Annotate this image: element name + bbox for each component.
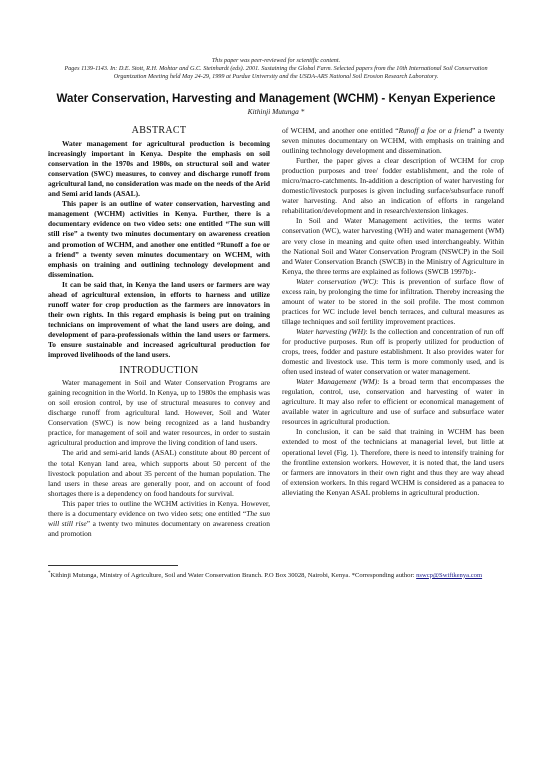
abstract-heading: ABSTRACT (131, 125, 187, 136)
footnote-rule (48, 565, 178, 566)
right-p0-text-a: of WCHM, and another one entitled “ (282, 126, 399, 135)
def-wc-text: : This is prevention of surface flow of excess rain, by prolonging the time for infiltration. Thereby increasing the amount of water to be stored in the soil profile. The most common practices for WC include level bench terraces, and cultural measures as tillage techniques and soil fertility improvement practices. (282, 276, 504, 326)
abstract-paragraph-2: This paper is an outline of water conservation, harvesting and management (WCHM) activities in Kenya. Further, there is a documentary evidence on two video sets: one entitled “The sun will still rise” a twenty two minutes documentary on awareness creation and promotion of WCHM, and another one entitled “Runoff a foe or a friend” a twenty seven minutes documentary on WCHM, with emphasis on training and outlining technology development and dissemination. (48, 199, 270, 279)
video-title-sun: The sun will still rise (48, 508, 270, 528)
author-email-link[interactable]: nswcp@Swiftkenya.com (416, 572, 483, 580)
intro-paragraph-3 (48, 499, 270, 539)
intro-p3-text-a: This paper tries to outline the WCHM activities in Kenya. However, there is a documentary evidence on two video sets; one entitled “ (48, 498, 270, 518)
peer-review-line: This paper was peer-reviewed for scientific content. (211, 57, 341, 64)
left-column (48, 126, 270, 539)
def-wm-text: : Is a broad term that encompasses the regulation, control, use, conservation and harvesting of water in agriculture. It may also refer to efficient or economical management of available water in agriculture and use of surface and subsurface water resources in agricultural production. (282, 377, 504, 427)
introduction-heading: INTRODUCTION (119, 365, 199, 377)
intro-paragraph-2: The arid and semi-arid lands (ASAL) constitute about 80 percent of the total Kenyan land area, which supports about 50 percent of the livestock population and about 35 percent of the human population. The land users in these areas are generally poor, and on account of food shortages there is a dependency on food handouts for survival. (48, 448, 270, 498)
paper-title: Water Conservation, Harvesting and Management (WCHM) - Kenyan Experience (56, 92, 496, 105)
definition-water-management (282, 377, 504, 427)
right-column (282, 126, 504, 539)
right-paragraph-1: Further, the paper gives a clear description of WCHM for crop production purposes and tree/ fodder establishment, and the role of micro/macro-catchments. In-addition a description of water harvesting for domestic/livestock purposes is given including surface/subsurface runoff water harvesting. And also an indication of efforts in rangeland rehabilitation/development and in research/extension linkages. (282, 156, 504, 216)
right-p0-text-b: ” a twenty seven minutes documentary on WCHM, with emphasis on training and outlining technology development and dissemination. (282, 126, 504, 156)
term-water-conservation: Water conservation (WC) (296, 276, 377, 286)
definition-water-harvesting (282, 327, 504, 377)
footnote-mark: * (48, 570, 51, 576)
author-line: Kithinji Mutunga * (247, 107, 305, 116)
abstract-paragraph-3: It can be said that, in Kenya the land users or farmers are way ahead of agricultural extension, in efforts to harness and utilize runoff water for crop production as the farmers are innovators in their own rights. In this regard emphasis is being put on training technicians on improvement of what the land users are doing, and development of para-professionals within the land users or farmers. To ensure sustainable and increased agricultural production for improved livelihoods of the land users. (48, 279, 270, 360)
term-water-management: Water Management (WM) (296, 377, 378, 387)
footnote (48, 570, 504, 581)
peer-review-note (48, 57, 504, 81)
right-paragraph-2: In Soil and Water Management activities, the terms water conservation (WC), water harvesting (WH) and water management (WM) are very close in meaning and quite often used interchangeably. Within the National Soil and Water Conservation Program (NSWCP) in the Soil and Water Conservation Branch (SWCB) in the Ministry of Agriculture in Kenya, the three terms are explained as follows (SWCB 1997b):- (282, 216, 504, 276)
footnote-text: Kithinji Mutunga, Ministry of Agriculture, Soil and Water Conservation Branch. P.O Box 30028, Nairobi, Kenya. *Corresponding author: (50, 572, 417, 580)
two-column-body (48, 126, 504, 539)
citation-line: Pages 1139-1143. In: D.E. Stott, R.H. Mohtar and G.C. Steinhardt (eds). 2001. Sustaining the Global Farm. Selected papers from the 10th International Soil Conservation Organization Meeting held May 24-29, 1999 at Purdue University and the USDA-ARS National Soil Erosion Research Laboratory. (64, 65, 488, 80)
intro-paragraph-1: Water management in Soil and Water Conservation Programs are gaining recognition in the World. In Kenya, up to 1980s the emphasis was on soil erosion control, by use of structural measures to convey and discharge runoff from agricultural land. However, Soil and Water Conservation (SWC) is now being recognized as a land husbandry practice, for management of soil and water resources, in order to sustain agricultural production and improve the living condition of land users. (48, 378, 270, 448)
term-water-harvesting: Water harvesting (WH) (296, 326, 366, 336)
def-wh-text: : Is the collection and concentration of run off for productive purposes. Run off is properly utilized for production of crops, trees, fodder and pasture establishment. It also provides water for domestic and livestock use. This term is more commonly used, and is often used instead of water conservation or water management. (282, 326, 504, 377)
intro-p3-text-b: ” a twenty two minutes documentary on awareness creation and promotion (48, 518, 270, 538)
definition-water-conservation (282, 277, 504, 327)
abstract-paragraph-1: Water management for agricultural production is becoming increasingly important in Kenya. Despite the emphasis on soil conservation in the 1970s and 1980s, on structural soil and water conservation (SWC) measures, to convey and discharge runoff from agricultural land, no consideration was made on the needs of the Arid and Semi arid lands (ASAL). (48, 139, 270, 199)
right-paragraph-0 (282, 126, 504, 156)
abstract-body (48, 139, 270, 360)
right-paragraph-conclusion: In conclusion, it can be said that training in WCHM has been extended to most of the technicians at managerial level, but little at operational level (Fig. 1). Therefore, there is need to intensify training for the frontline extension workers. However, it is noted that, the land users or farmers are innovators in their own right and thus they are way ahead of extension workers. In this regard WCHM is considered as a panacea to alleviating the Kenyan ASAL problems in agricultural production. (282, 427, 504, 497)
video-title-runoff: Runoff a foe or a friend (398, 126, 473, 135)
